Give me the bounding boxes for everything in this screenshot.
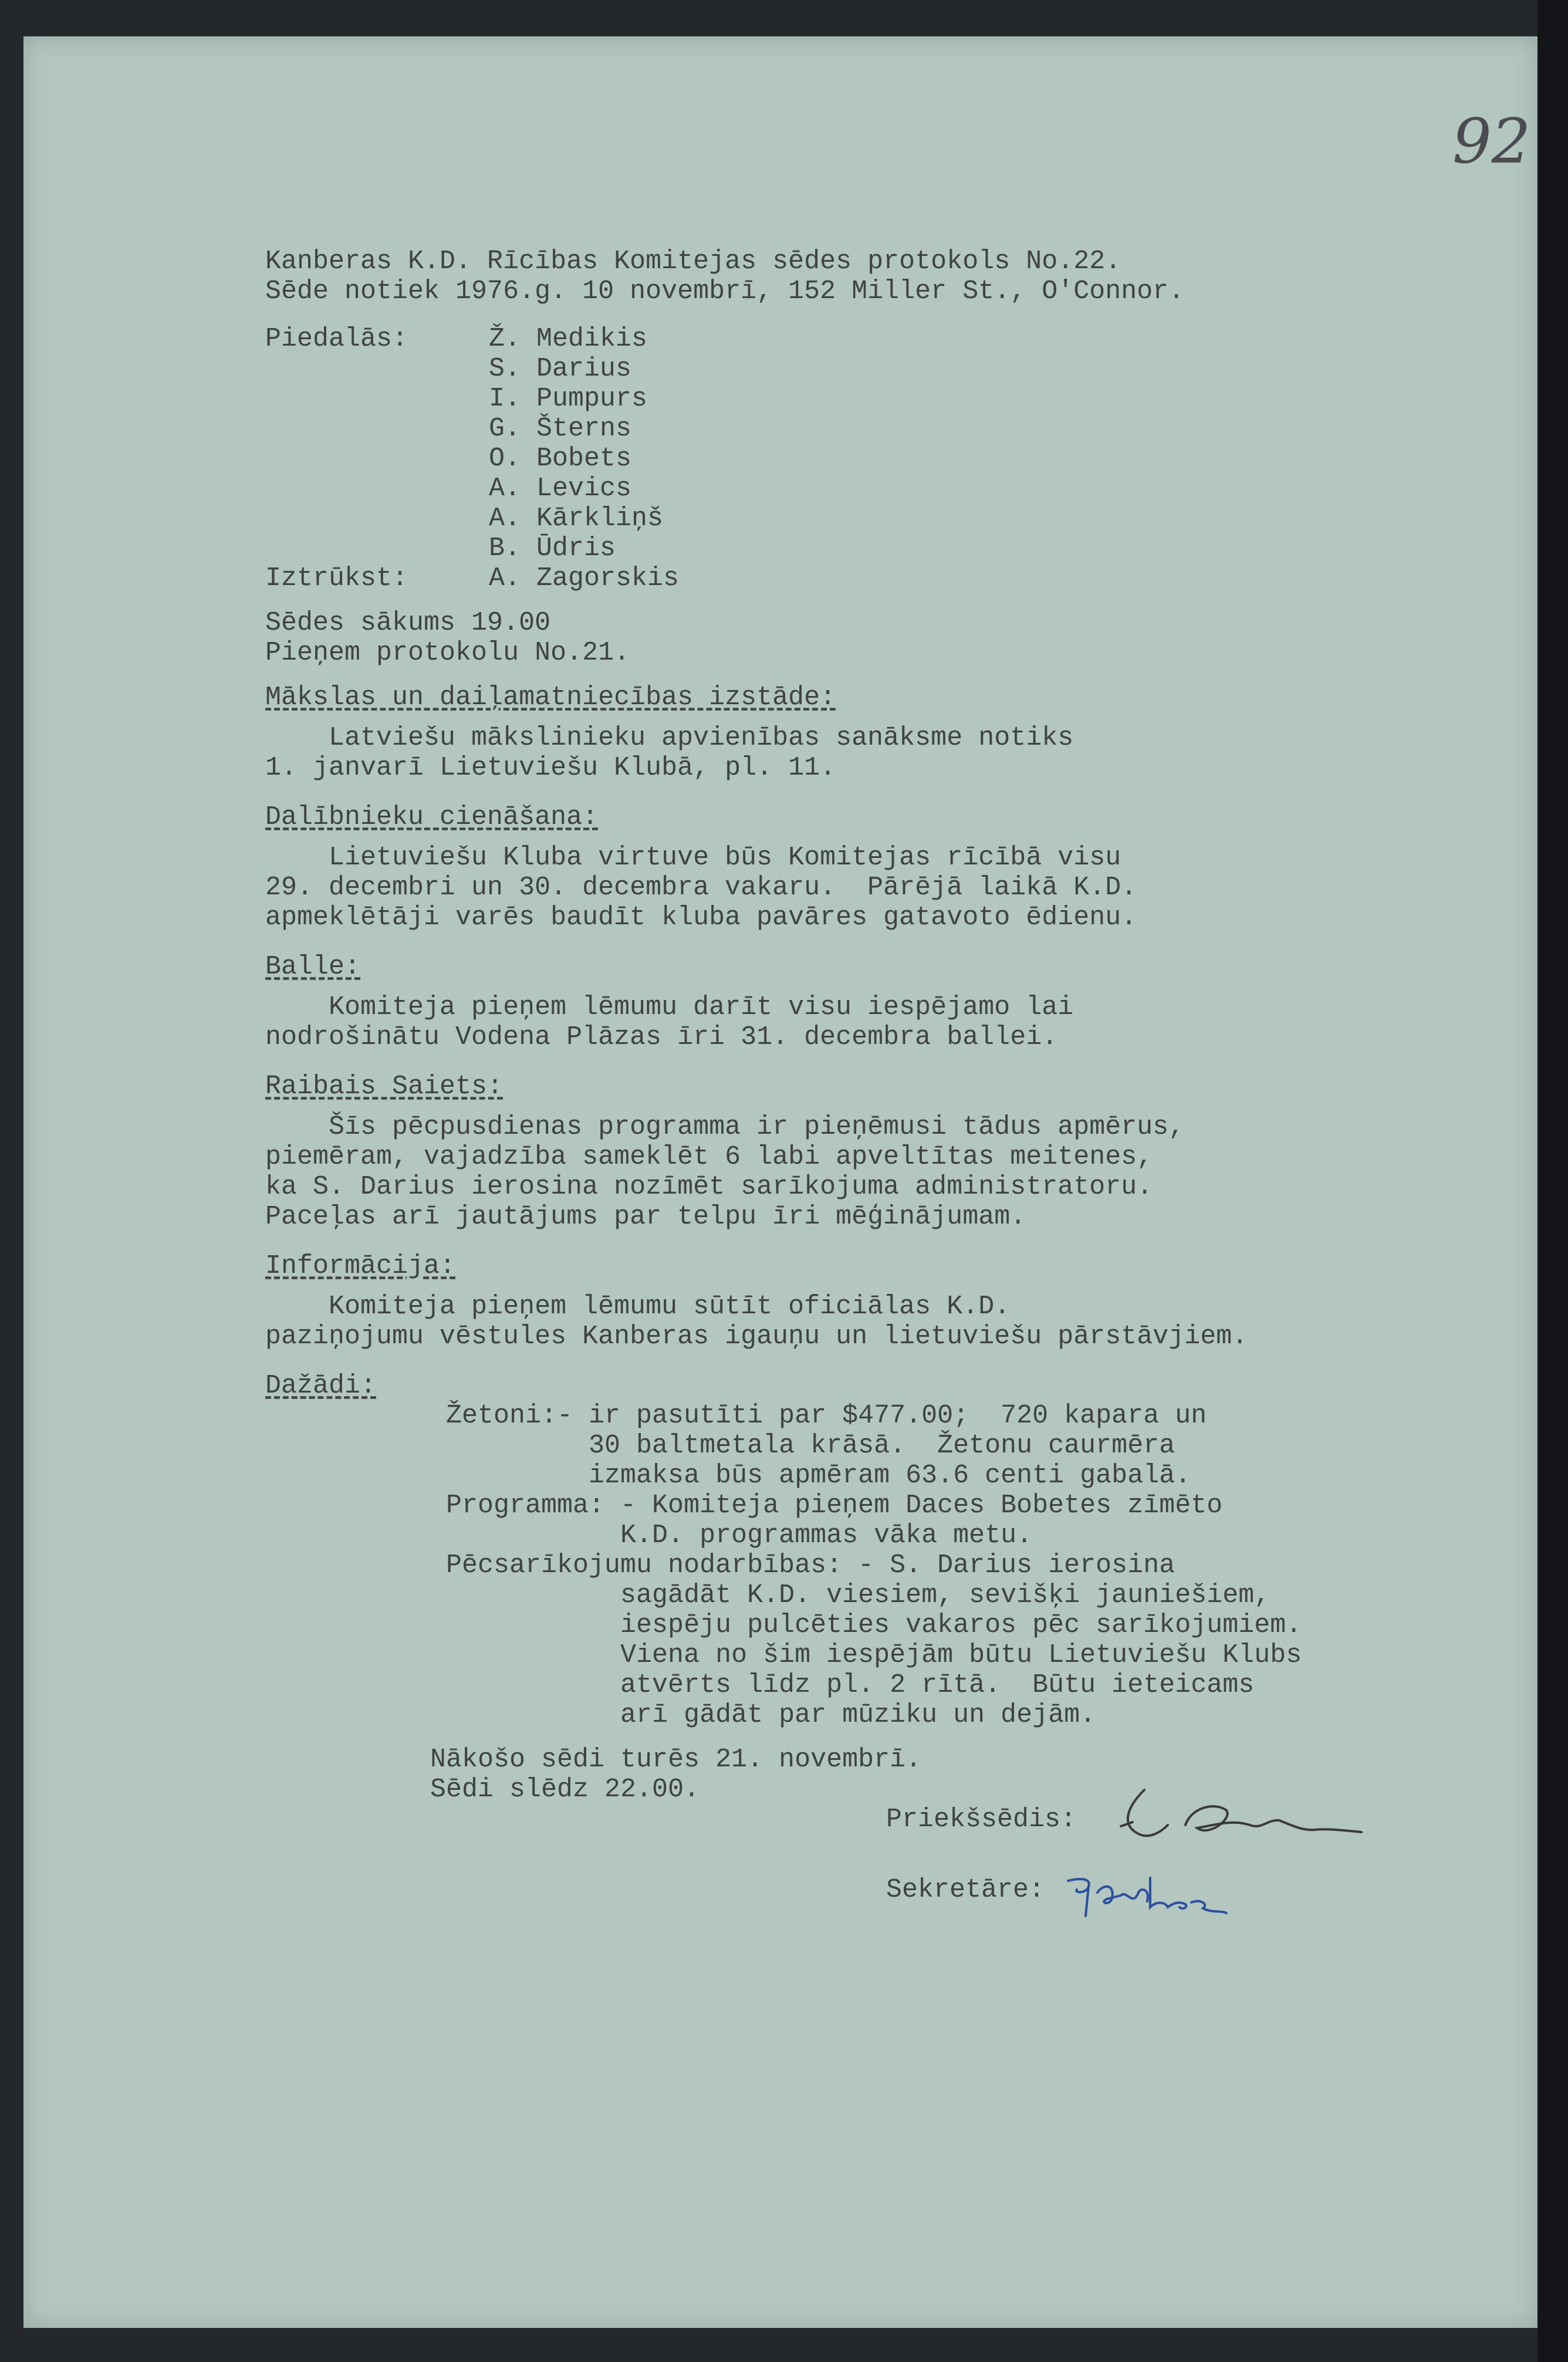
present-member: B. Ūdris [489, 533, 616, 563]
misc-line: izmaksa būs apmēram 63.6 centi gabalā. [446, 1461, 1191, 1491]
present-member: A. Levics [489, 474, 632, 504]
absent-member: A. Zagorskis [489, 563, 680, 593]
present-member: A. Kārkliņš [489, 504, 664, 533]
misc-line: 30 baltmetala krāsā. Žetonu caurmēra [446, 1431, 1175, 1461]
misc-line: K.D. programmas vāka metu. [446, 1520, 1033, 1550]
present-member: Ž. Medikis [489, 324, 648, 354]
section-line: paziņojumu vēstules Kanberas igauņu un lietuviešu pārstāvjiem. [265, 1322, 1248, 1351]
present-member: G. Šterns [489, 414, 632, 444]
opening-line: Sēdes sākums 19.00 [265, 608, 551, 638]
section-line: piemēram, vajadzība sameklēt 6 labi apveltītas meitenes, [265, 1142, 1153, 1172]
section-heading-miscellaneous: Dažādi: [265, 1371, 377, 1401]
title-line-1: Kanberas K.D. Rīcības Komitejas sēdes protokols No.22. [265, 246, 1121, 276]
section-line: Komiteja pieņem lēmumu sūtīt oficiālas K.D. [265, 1292, 1011, 1322]
chair-signature-icon [1115, 1784, 1385, 1849]
section-heading-catering: Dalībnieku cienāšana: [265, 802, 599, 832]
absent-label: Iztrūkst: [265, 563, 408, 593]
misc-line: atvērts līdz pl. 2 rītā. Būtu ieteicams [446, 1670, 1255, 1700]
secretary-signature-label: Sekretāre: [886, 1875, 1045, 1905]
present-member: I. Pumpurs [489, 384, 648, 414]
misc-line: Žetoni:- ir pasutīti par $477.00; 720 kapara un [446, 1401, 1207, 1431]
opening-line: Pieņem protokolu No.21. [265, 638, 630, 668]
closing-line: Nākošo sēdi turēs 21. novembrī. [430, 1745, 922, 1775]
present-member: S. Darius [489, 354, 632, 384]
misc-line: Programma: - Komiteja pieņem Daces Bobetes zīmēto [446, 1491, 1223, 1520]
secretary-signature-icon [1062, 1866, 1232, 1931]
section-line: ka S. Darius ierosina nozīmēt sarīkojuma administratoru. [265, 1172, 1153, 1202]
section-line: Šīs pēcpusdienas programma ir pieņēmusi tādus apmērus, [265, 1112, 1185, 1142]
misc-line: arī gādāt par mūziku un dejām. [446, 1700, 1096, 1730]
section-line: nodrošinātu Vodena Plāzas īri 31. decembra ballei. [265, 1022, 1058, 1052]
misc-line: Viena no šim iespējām būtu Lietuviešu Klubs [446, 1640, 1302, 1670]
section-heading-raibais-saiets: Raibais Saiets: [265, 1072, 503, 1101]
misc-line: sagādāt K.D. viesiem, sevišķi jauniešiem, [446, 1580, 1270, 1610]
scan-dark-edge [1537, 0, 1568, 2362]
section-line: Latviešu mākslinieku apvienības sanāksme notiks [265, 723, 1074, 753]
section-line: Komiteja pieņem lēmumu darīt visu iespējamo lai [265, 992, 1074, 1022]
page-number: 92 [1452, 106, 1531, 177]
section-heading-ball: Balle: [265, 952, 361, 982]
section-line: Paceļas arī jautājums par telpu īri mēģinājumam. [265, 1202, 1026, 1232]
title-line-2: Sēde notiek 1976.g. 10 novembrī, 152 Miller St., O'Connor. [265, 276, 1185, 306]
section-line: 29. decembri un 30. decembra vakaru. Pārējā laikā K.D. [265, 873, 1137, 903]
misc-line: iespēju pulcēties vakaros pēc sarīkojumiem. [446, 1610, 1302, 1640]
section-heading-information: Informācija: [265, 1251, 456, 1281]
present-label: Piedalās: [265, 324, 408, 354]
present-member: O. Bobets [489, 444, 632, 474]
chair-signature-label: Priekšsēdis: [886, 1805, 1077, 1834]
section-heading-exhibition: Mākslas un daiļamatniecības izstāde: [265, 682, 836, 712]
misc-line: Pēcsarīkojumu nodarbības: - S. Darius ierosina [446, 1550, 1175, 1580]
closing-line: Sēdi slēdz 22.00. [430, 1775, 700, 1805]
section-line: Lietuviešu Kluba virtuve būs Komitejas rīcībā visu [265, 843, 1121, 873]
section-line: apmeklētāji varēs baudīt kluba pavāres gatavoto ēdienu. [265, 903, 1137, 932]
section-line: 1. janvarī Lietuviešu Klubā, pl. 11. [265, 753, 836, 783]
